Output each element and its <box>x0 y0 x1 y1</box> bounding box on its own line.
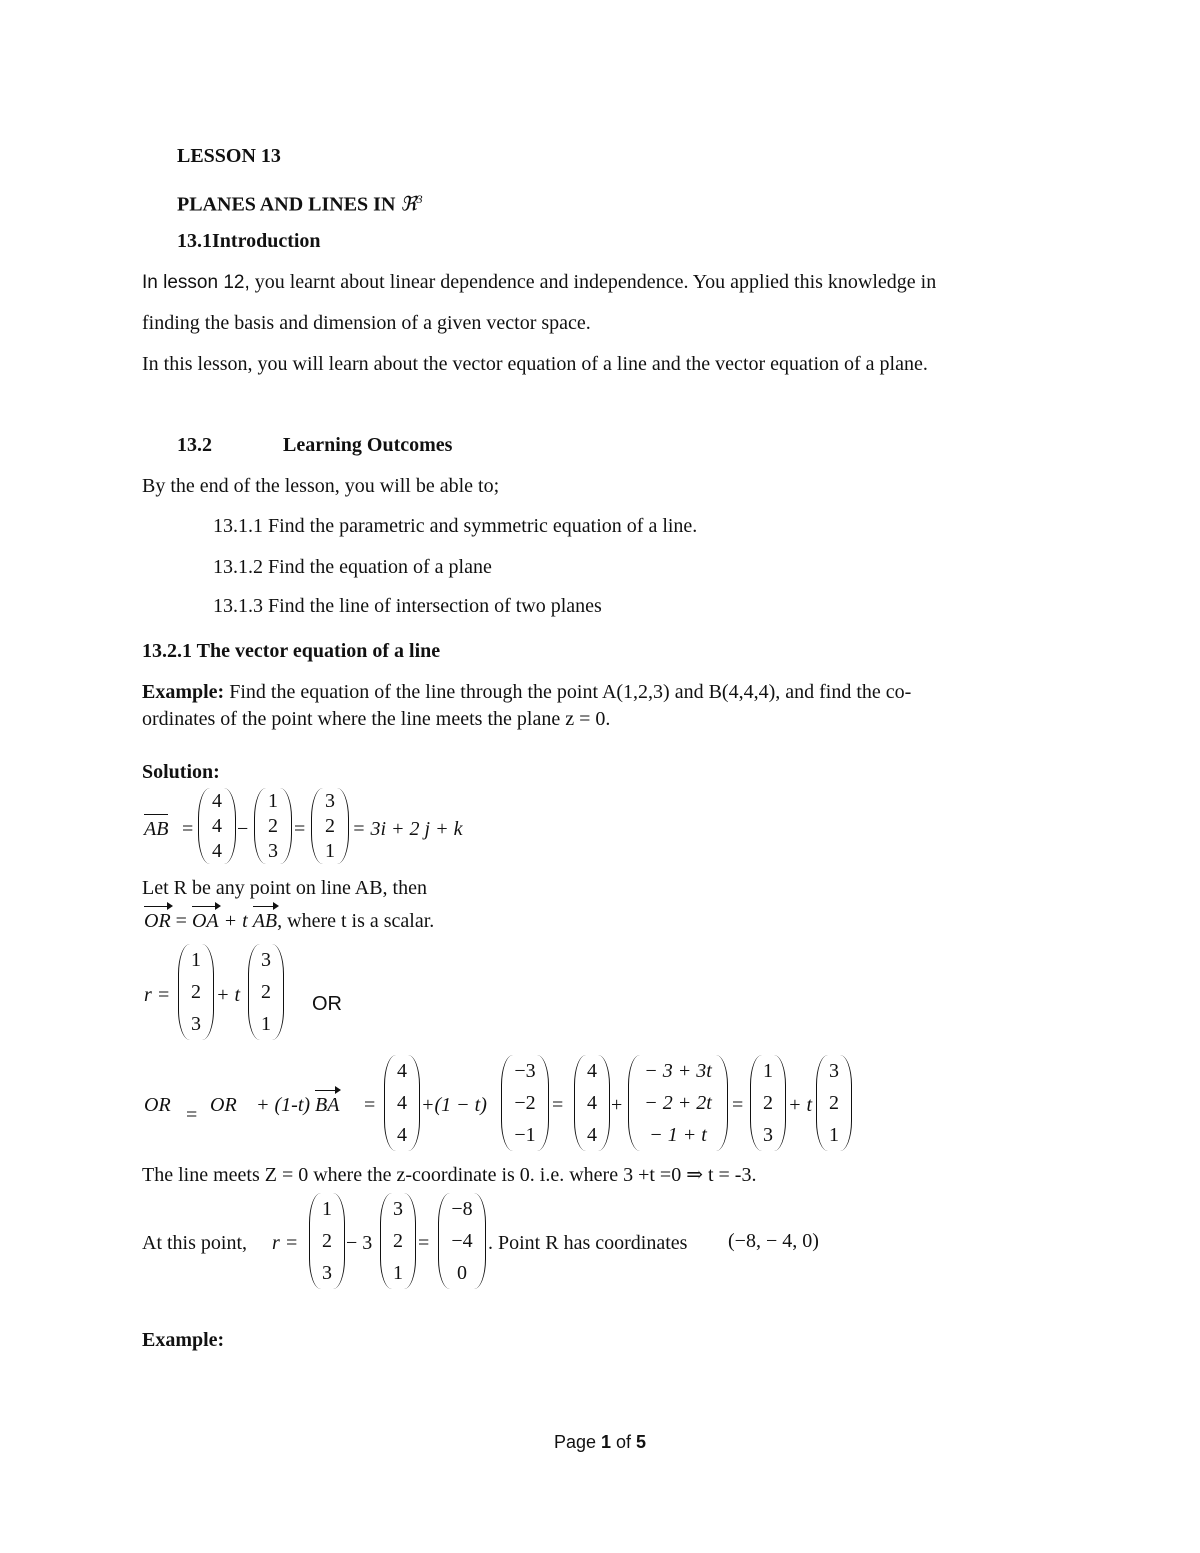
vector-ab <box>311 788 349 864</box>
vector-entry: 3 <box>763 1124 773 1146</box>
vector-entry: 3 <box>829 1060 839 1082</box>
vector-entry: 4 <box>587 1092 597 1114</box>
vector-entry: 2 <box>268 814 278 837</box>
vector-entry: 2 <box>191 981 201 1003</box>
vector-2 <box>248 944 284 1040</box>
vector-entry: 3 <box>393 1198 403 1220</box>
oa-vector: OA <box>191 910 219 932</box>
at-point-label: At this point, <box>142 1232 248 1254</box>
outcome-item: 13.1.2 Find the equation of a plane <box>213 556 492 578</box>
or-vector-2: OR <box>144 1094 171 1116</box>
lesson-number: LESSON 13 <box>177 145 281 167</box>
vector-entry: 4 <box>397 1124 407 1146</box>
vector-entry: 3 <box>191 1013 201 1035</box>
or-word: OR <box>312 993 342 1015</box>
vector-entry: 3 <box>325 789 335 812</box>
outcomes-lead: By the end of the lesson, you will be able to; <box>142 475 500 497</box>
vector-entry: −1 <box>514 1124 536 1146</box>
lesson-title <box>177 187 423 217</box>
ba-vector: BA <box>315 1094 340 1116</box>
vector-entry: 1 <box>268 789 278 812</box>
vector-entry: 2 <box>829 1092 839 1114</box>
vector-entry: − 3 + 3t <box>644 1060 712 1082</box>
vector-entry: 3 <box>261 949 271 971</box>
vector-entry: −4 <box>451 1230 473 1252</box>
one-minus-t-factor: +(1 − t) <box>421 1094 487 1116</box>
intro-paragraph-line-3: In this lesson, you will learn about the vector equation of a line and the vector equation of a plane. <box>142 353 928 375</box>
page-footer <box>0 1432 1200 1453</box>
vector-entry: 4 <box>212 814 222 837</box>
vector-entry: 2 <box>261 981 271 1003</box>
minus-sign: − <box>237 818 249 840</box>
vector-9 <box>309 1193 345 1289</box>
position-vector-equation <box>144 909 434 933</box>
footer-page-word: Page <box>553 1432 601 1452</box>
vector-entry: 1 <box>191 949 201 971</box>
r-label: r = <box>144 984 171 1006</box>
outcome-item: 13.1.1 Find the parametric and symmetric equation of a line. <box>213 515 698 537</box>
one-minus-t: + (1-t) <box>256 1094 311 1116</box>
vector-11 <box>438 1193 486 1289</box>
equals-sign: = <box>732 1094 744 1116</box>
outcomes-heading: Learning Outcomes <box>283 434 453 456</box>
one-minus-t-ba <box>256 1093 339 1117</box>
intro-rest: you learnt about linear dependence and independence. You applied this knowledge in <box>249 271 937 293</box>
ab-vector-label <box>144 817 168 841</box>
plus-t: + t <box>216 984 241 1006</box>
or-vector: OR <box>144 910 171 932</box>
vector-7 <box>750 1055 786 1151</box>
vector-entry: 4 <box>397 1060 407 1082</box>
plus-t: + t <box>218 910 253 932</box>
example-line-1 <box>142 680 911 704</box>
vector-entry: 1 <box>322 1198 332 1220</box>
ab-overline: AB <box>144 818 169 840</box>
vector-entry: 4 <box>397 1092 407 1114</box>
footer-page-number: 1 <box>601 1432 612 1452</box>
vector-entry: 0 <box>457 1262 467 1284</box>
vector-entry: − 2 + 2t <box>644 1092 712 1114</box>
vector-4 <box>501 1055 549 1151</box>
intro-lead: In lesson 12, <box>142 272 250 293</box>
vector-b <box>198 788 236 864</box>
or-vector-3: OR <box>210 1094 237 1116</box>
vector-entry: 2 <box>763 1092 773 1114</box>
equals-sign: = <box>364 1094 376 1116</box>
vector-entry: 1 <box>763 1060 773 1082</box>
vector-a <box>254 788 292 864</box>
vector-10 <box>380 1193 416 1289</box>
point-r-text: . Point R has coordinates <box>488 1232 688 1254</box>
vector-entry: 4 <box>587 1060 597 1082</box>
footer-of-word: of <box>611 1432 637 1452</box>
meets-plane-line: The line meets Z = 0 where the z-coordinate is 0. i.e. where 3 +t =0 ⇒ t = -3. <box>142 1164 757 1186</box>
outcomes-number: 13.2 <box>177 434 212 456</box>
vector-5 <box>574 1055 610 1151</box>
example-line-2: ordinates of the point where the line meets the plane z = 0. <box>142 708 611 730</box>
vector-entry: 1 <box>325 840 335 863</box>
plus-t: + t <box>788 1094 813 1116</box>
vector-entry: −8 <box>451 1198 473 1220</box>
example-label: Example: <box>142 681 225 703</box>
plus-sign: + <box>611 1094 623 1116</box>
vector-3 <box>384 1055 420 1151</box>
equals-sign: = <box>182 818 194 840</box>
vector-entry: − 1 + t <box>649 1124 707 1146</box>
vector-entry: 1 <box>829 1124 839 1146</box>
real-space-exponent: 3 <box>416 192 423 206</box>
solution-label: Solution: <box>142 761 220 783</box>
vector-entry: −3 <box>514 1060 536 1082</box>
let-r-line: Let R be any point on line AB, then <box>142 877 427 899</box>
vector-entry: 4 <box>212 789 222 812</box>
r-label: r = <box>272 1232 299 1254</box>
footer-page-total: 5 <box>636 1432 647 1452</box>
ab-vector: AB <box>252 910 278 932</box>
equals-sign: = <box>552 1094 564 1116</box>
intro-paragraph-line-2: finding the basis and dimension of a given vector space. <box>142 312 591 334</box>
vector-entry: −2 <box>514 1092 536 1114</box>
vector-entry: 1 <box>393 1262 403 1284</box>
equals-sign: = <box>170 910 192 932</box>
outcome-item: 13.1.3 Find the line of intersection of two planes <box>213 595 602 617</box>
vector-6 <box>628 1055 728 1151</box>
ab-components: = 3i + 2 j + k <box>352 818 463 840</box>
vector-entry: 4 <box>212 840 222 863</box>
example-text: Find the equation of the line through the point A(1,2,3) and B(4,4,4), and find the co- <box>224 681 912 703</box>
equals-sign: = <box>186 1104 198 1126</box>
lesson-title-text: PLANES AND LINES IN <box>177 193 396 216</box>
section-heading: 13.2.1 The vector equation of a line <box>142 640 441 662</box>
vector-8 <box>816 1055 852 1151</box>
vector-entry: 3 <box>268 840 278 863</box>
vector-entry: 4 <box>587 1124 597 1146</box>
vector-entry: 1 <box>261 1013 271 1035</box>
minus-three: − 3 <box>346 1232 373 1254</box>
equals-sign: = <box>294 818 306 840</box>
equals-sign: = <box>418 1232 430 1254</box>
vector-1 <box>178 944 214 1040</box>
scalar-note: , where t is a scalar. <box>277 910 435 932</box>
vector-entry: 2 <box>393 1230 403 1252</box>
example-2-label: Example: <box>142 1329 225 1351</box>
vector-entry: 3 <box>322 1262 332 1284</box>
point-r-coordinates: (−8, − 4, 0) <box>728 1230 819 1252</box>
vector-entry: 2 <box>322 1230 332 1252</box>
real-space-symbol: ℜ <box>400 193 417 216</box>
vector-entry: 2 <box>325 814 335 837</box>
intro-paragraph-line-1 <box>142 270 936 295</box>
introduction-heading: 13.1Introduction <box>177 230 321 252</box>
